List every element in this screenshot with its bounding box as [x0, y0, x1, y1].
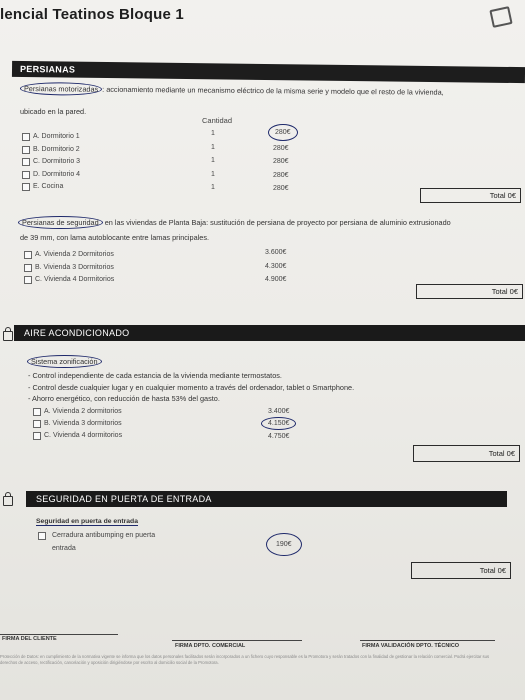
signature-label-tecnico: FIRMA VALIDACIÓN DPTO. TÉCNICO	[362, 643, 460, 649]
item-price: 4.900€	[265, 276, 287, 283]
item-label: D. Dormitorio 4	[33, 170, 81, 178]
checkbox[interactable]	[22, 158, 30, 166]
puerta-heading: Seguridad en puerta de entrada	[36, 518, 138, 525]
item-label: A. Vivienda 2 dormitorios	[44, 408, 122, 415]
seguridad-description	[18, 218, 523, 227]
item-qty: 1	[211, 170, 215, 178]
bullet-item: - Control desde cualquier lugar y en cualquier momento a través del ordenador, tablet o Smartphone.	[28, 382, 355, 392]
total-box-motor: Total 0€	[420, 188, 521, 203]
item-price: 280€	[273, 185, 289, 192]
list-item	[33, 419, 333, 431]
total-box-puerta: Total 0€	[411, 562, 511, 579]
motor-items	[22, 129, 322, 195]
list-item	[33, 431, 333, 443]
checkbox[interactable]	[22, 171, 30, 179]
checkbox[interactable]	[33, 420, 41, 428]
list-item	[22, 157, 322, 170]
aire-items	[33, 407, 333, 443]
lock-icon	[3, 331, 13, 341]
list-item	[24, 275, 324, 288]
bullet-item: - Control independiente de cada estancia de la vivienda mediante termostatos.	[28, 371, 282, 380]
item-label-line1: Cerradura antibumping en puerta	[52, 532, 156, 539]
total-box-aire: Total 0€	[413, 445, 520, 462]
item-price: 4.750€	[268, 433, 290, 440]
checkbox[interactable]	[24, 264, 32, 272]
checkbox[interactable]	[38, 532, 46, 540]
signature-line-comercial	[172, 640, 302, 641]
checkbox[interactable]	[33, 408, 41, 416]
clip-icon	[489, 6, 512, 28]
bullet-item: - Ahorro energético, con reducción de hasta 53% del gasto.	[28, 394, 220, 403]
signature-label-cliente: FIRMA DEL CLIENTE	[2, 636, 57, 642]
motor-desc-line2: ubicado en la pared.	[20, 107, 87, 116]
checkbox[interactable]	[22, 133, 30, 141]
aire-heading-text: Sistema zonificación	[27, 355, 102, 368]
checkbox[interactable]	[33, 432, 41, 440]
checkbox[interactable]	[22, 183, 30, 191]
item-label: B. Vivienda 3 dormitorios	[44, 420, 122, 427]
signature-line-tecnico	[360, 640, 495, 641]
item-price: 3.400€	[268, 408, 290, 415]
item-price: 280€	[273, 144, 289, 152]
list-item	[22, 170, 322, 183]
seguridad-desc-line2: de 39 mm, con lama autoblocante entre lamas principales.	[20, 233, 210, 242]
item-price: 3.600€	[265, 249, 287, 256]
page-title: lencial Teatinos Bloque 1	[0, 6, 184, 23]
item-price: 280€	[273, 171, 289, 179]
item-label: B. Vivienda 3 Dormitorios	[35, 263, 114, 271]
section-bar-persianas: PERSIANAS	[12, 61, 525, 83]
list-item	[24, 250, 324, 263]
fine-print: Protección de Datos: en cumplimiento de la normativa vigente se informa que los datos personales facilitados serán incorporados a un fichero cuyo responsable es la Promotora y serán tratados con la finalidad de gestionar la relación comercial. Podrá ejercitar sus derechos de acceso, rectificación, cancelación y oposición dirigiéndose por escrito al domicilio social de la Promotora.	[0, 654, 490, 665]
item-price: 280€	[268, 124, 298, 141]
item-label: C. Vivienda 4 dormitorios	[44, 432, 123, 439]
seguridad-desc-line1: en las viviendas de Planta Baja: sustitución de persiana de proyecto por persiana de aluminio extrusionado	[102, 218, 451, 227]
item-qty: 1	[211, 130, 215, 137]
item-price: 280€	[273, 158, 289, 165]
item-label: A. Vivienda 2 Dormitorios	[35, 251, 114, 258]
item-label: C. Dormitorio 3	[33, 158, 81, 165]
total-box-seguridad: Total 0€	[416, 284, 523, 299]
item-qty: 1	[211, 143, 215, 151]
aire-bullets	[28, 370, 354, 405]
motor-heading: Persianas motorizadas	[20, 82, 102, 96]
list-item	[24, 263, 324, 276]
motor-description	[20, 84, 525, 97]
item-label: B. Dormitorio 2	[33, 145, 80, 153]
checkbox[interactable]	[22, 146, 30, 154]
item-label: C. Vivienda 4 Dormitorios	[35, 276, 115, 283]
list-item	[22, 182, 322, 195]
list-item	[22, 129, 322, 145]
signature-line-cliente	[0, 634, 118, 635]
list-item	[22, 145, 322, 158]
lock-icon	[3, 496, 13, 506]
puerta-item	[38, 531, 238, 561]
section-bar-aire: AIRE ACONDICIONADO	[14, 325, 525, 341]
section-bar-puerta: SEGURIDAD EN PUERTA DE ENTRADA	[26, 491, 507, 507]
item-label: A. Dormitorio 1	[33, 133, 80, 140]
aire-heading	[27, 357, 102, 366]
signature-label-comercial: FIRMA DPTO. COMERCIAL	[175, 643, 246, 649]
item-label-line2: entrada	[52, 545, 76, 552]
seguridad-heading: Persianas de seguridad	[18, 216, 103, 229]
item-label: E. Cocina	[33, 183, 64, 190]
checkbox[interactable]	[24, 251, 32, 259]
qty-header: Cantidad	[202, 116, 233, 125]
motor-desc-line1: : accionamiento mediante un mecanismo eléctrico de la misma serie y modelo que el resto de la vivienda,	[102, 84, 444, 97]
item-qty: 1	[211, 184, 215, 191]
item-qty: 1	[211, 157, 215, 164]
item-price: 4.300€	[265, 262, 287, 270]
checkbox[interactable]	[24, 276, 32, 284]
item-price: 4.150€	[261, 417, 296, 430]
seguridad-items	[24, 250, 324, 288]
puerta-price: 190€	[266, 533, 302, 556]
